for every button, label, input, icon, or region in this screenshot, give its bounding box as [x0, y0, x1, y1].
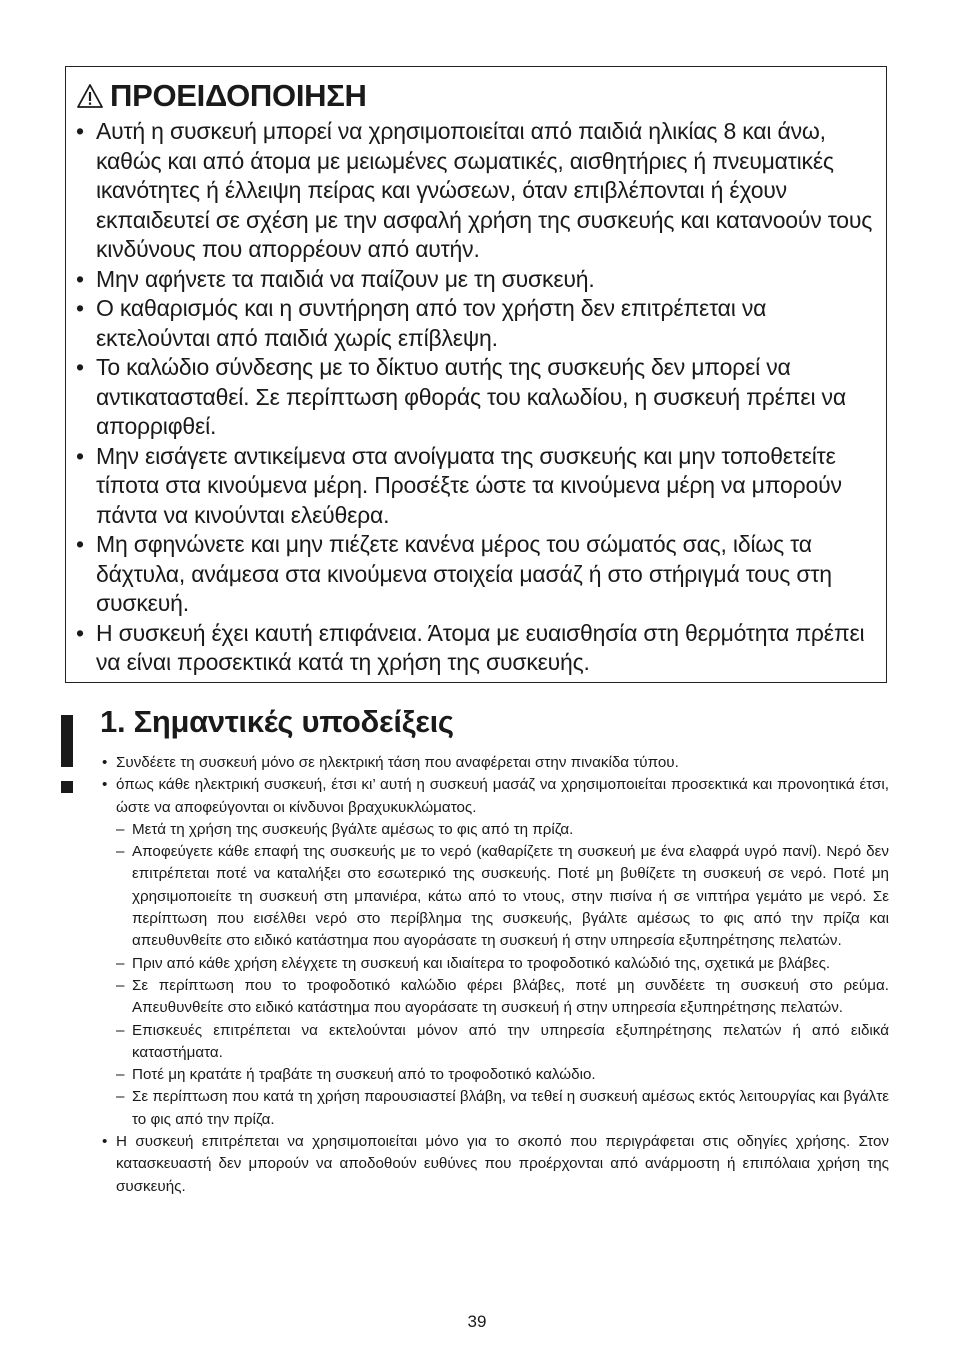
list-item-text: όπως κάθε ηλεκτρική συσκευή, έτσι κι’ αυτή η συσκευή μασάζ να χρησιμοποιείται προσεκτικά και προνοητικά έτσι, ώστε να αποφεύγονται οι κίνδυνοι βραχυκυκλώματος. [116, 776, 889, 816]
list-item: • Η συσκευή επιτρέπεται να χρησιμοποιείται μόνο για το σκοπό που περιγράφεται στις οδηγίες χρήσης. Στον κατασκευαστή δεν μπορούν να αποδοθούν ευθύνες που προέρχονται από ανάρμοστη ή επιπόλαια χρήση της συσκευής. [100, 1131, 889, 1198]
list-item: • Συνδέετε τη συσκευή μόνο σε ηλεκτρική τάση που αναφέρεται στην πινακίδα τύπου. [100, 752, 889, 774]
warning-list [76, 117, 876, 678]
sub-list-item: – Ποτέ μη κρατάτε ή τραβάτε τη συσκευή από το τροφοδοτικό καλώδιο. [116, 1064, 889, 1086]
warning-item: • Ο καθαρισμός και η συντήρηση από τον χρήστη δεν επιτρέπεται να εκτελούνται από παιδιά χωρίς επίβλεψη. [76, 294, 876, 353]
sub-list-item: – Σε περίπτωση που το τροφοδοτικό καλώδιο φέρει βλάβες, ποτέ μη συνδέετε τη συσκευή στο ρεύμα. Απευθυνθείτε στο ειδικό κατάστημα που αγοράσατε τη συσκευή ή στην υπηρεσία εξυπηρέτησης πελατών. [116, 975, 889, 1020]
section-title: 1. Σημαντικές υποδείξεις [100, 704, 454, 739]
warning-item: • Μην αφήνετε τα παιδιά να παίζουν με τη συσκευή. [76, 265, 876, 295]
warning-item: • Η συσκευή έχει καυτή επιφάνεια. Άτομα με ευαισθησία στη θερμότητα πρέπει να είναι προσεκτικά κατά τη χρήση της συσκευής. [76, 619, 876, 678]
warning-item: • Το καλώδιο σύνδεσης με το δίκτυο αυτής της συσκευής δεν μπορεί να αντικατασταθεί. Σε περίπτωση φθοράς του καλωδίου, η συσκευή πρέπει να απορριφθεί. [76, 353, 876, 442]
warning-item: • Μη σφηνώνετε και μην πιέζετε κανένα μέρος του σώματός σας, ιδίως τα δάχτυλα, ανάμεσα στα κινούμενα στοιχεία μασάζ ή στο στήριγμά τους στη συσκευή. [76, 530, 876, 619]
sub-list-item: – Σε περίπτωση που κατά τη χρήση παρουσιαστεί βλάβη, να τεθεί η συσκευή αμέσως εκτός λειτουργίας και βγάλτε το φις από την πρίζα. [116, 1086, 889, 1131]
warning-heading [76, 79, 876, 113]
page-number: 39 [467, 1312, 487, 1331]
warning-item: • Μην εισάγετε αντικείμενα στα ανοίγματα της συσκευής και μην τοποθετείτε τίποτα στα κινούμενα μέρη. Προσέξτε ώστε τα κινούμενα μέρη να μπορούν πάντα να κινούνται ελεύθερα. [76, 442, 876, 531]
warning-box [65, 66, 887, 683]
warning-item: • Αυτή η συσκευή μπορεί να χρησιμοποιείται από παιδιά ηλικίας 8 και άνω, καθώς και από άτομα με μειωμένες σωματικές, αισθητήριες ή πνευματικές ικανότητες ή έλλειψη πείρας και γνώσεων, όταν επιβλέπονται ή έχουν εκπαιδευτεί σε σχέση με την ασφαλή χρήση της συσκευής και κατανοούν τους κινδύνους που απορρέουν από αυτήν. [76, 117, 876, 265]
important-notes [100, 752, 889, 1198]
sub-list-item: – Πριν από κάθε χρήση ελέγχετε τη συσκευή και ιδιαίτερα το τροφοδοτικό καλώδιό της, σχετικά με βλάβες. [116, 953, 889, 975]
warning-title: ΠΡΟΕΙΔΟΠΟΙΗΣΗ [110, 78, 367, 113]
sub-list-item: – Επισκευές επιτρέπεται να εκτελούνται μόνον από την υπηρεσία εξυπηρέτησης πελατών ή από ειδικά καταστήματα. [116, 1020, 889, 1065]
sub-list [116, 819, 889, 1131]
warning-triangle-icon [76, 83, 104, 109]
list-item [100, 774, 889, 1131]
exclamation-icon [57, 715, 77, 793]
sub-list-item: – Αποφεύγετε κάθε επαφή της συσκευής με το νερό (καθαρίζετε τη συσκευή με ένα ελαφρά υγρό πανί). Νερό δεν επιτρέπεται ποτέ να καταλήξει στο εσωτερικό της συσκευής. Ποτέ μη βυθίζετε τη συσκευή σε νερό. Ποτέ μη χρησιμοποιείτε τη συσκευή στη μπανιέρα, κάτω από το ντους, στην πισίνα ή σε νιπτήρα γεμάτο με νερό. Σε περίπτωση που εισέλθει νερό στο περίβλημα της συσκευής, βγάλτε αμέσως το φις από την πρίζα και απευθυνθείτε στο ειδικό κατάστημα που αγοράσατε τη συσκευή ή στην υπηρεσία εξυπηρέτησης πελατών. [116, 841, 889, 952]
sub-list-item: – Μετά τη χρήση της συσκευής βγάλτε αμέσως το φις από τη πρίζα. [116, 819, 889, 841]
